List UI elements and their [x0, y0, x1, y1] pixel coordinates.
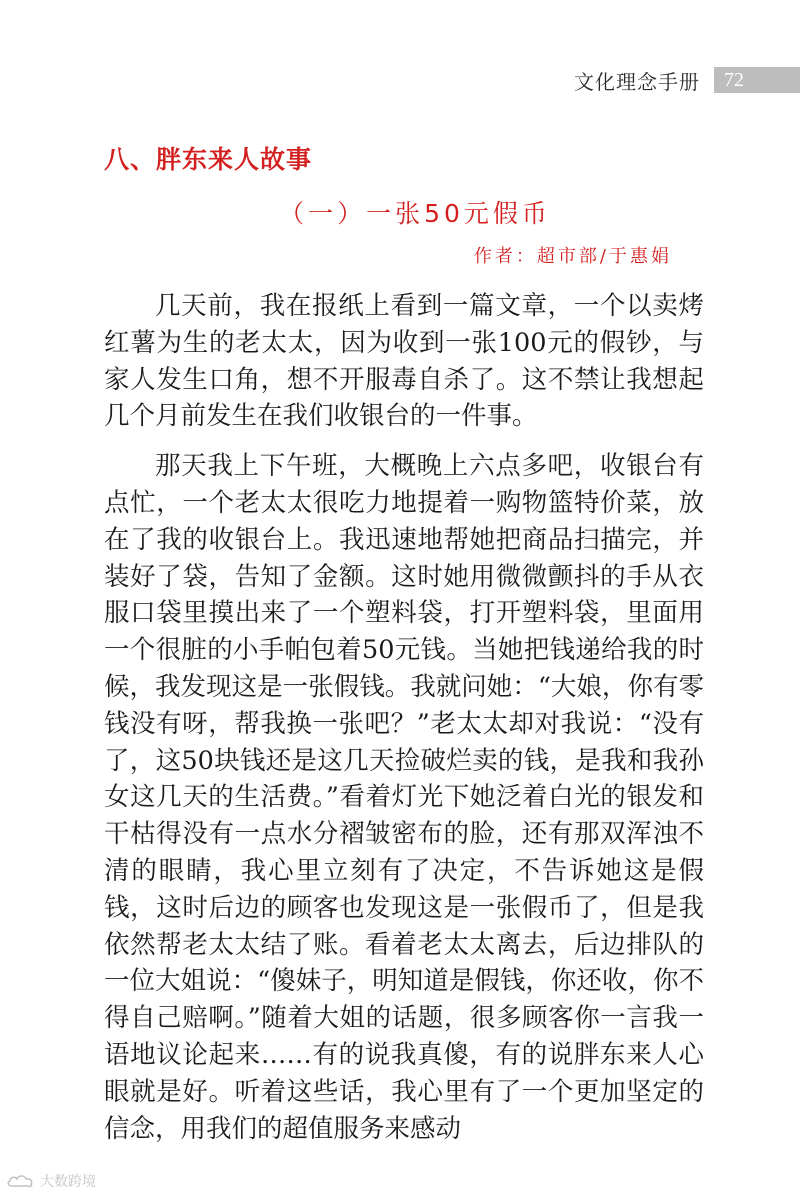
watermark-text: 大数跨境: [40, 1174, 96, 1190]
paragraph-1: 几天前，我在报纸上看到一篇文章，一个以卖烤红薯为生的老太太，因为收到一张100元的假钞，与家人发生口角，想不开服毒自杀了。这不禁让我想起几个月前发生在我们收银台的一件事。: [104, 291, 704, 432]
page-number: 72: [714, 67, 800, 93]
header-title: 文化理念手册: [574, 69, 700, 94]
section-title: 八、胖东来人故事: [104, 145, 313, 174]
article-body: [104, 288, 704, 1147]
story-title: （一）一张50元假币: [279, 199, 551, 228]
watermark: [6, 1171, 96, 1191]
paragraph-2: 那天我上下午班，大概晚上六点多吧，收银台有点忙，一个老太太很吃力地提着一购物篮特价菜，放在了我的收银台上。我迅速地帮她把商品扫描完，并装好了袋，告知了金额。这时她用微微颤抖的手从衣服口袋里摸出来了一个塑料袋，打开塑料袋，里面用一个很脏的小手帕包着50元钱。当她把钱递给我的时候，我发现这是一张假钱。我就问她：“大娘，你有零钱没有呀，帮我换一张吧？”老太太却对我说：“没有了，这50块钱还是这几天捡破烂卖的钱，是我和我孙女这几天的生活费。”看着灯光下她泛着白光的银发和干枯得没有一点水分褶皱密布的脸，还有那双浑浊不清的眼睛，我心里立刻有了决定，不告诉她这是假钱，这时后边的顾客也发现这是一张假币了，但是我依然帮老太太结了账。看着老太太离去，后边排队的一位大姐说：“傻妹子，明知道是假钱，你还收，你不得自己赔啊。”随着大姐的话题，很多顾客你一言我一语地议论起来……有的说我真傻，有的说胖东来人心眼就是好。听着这些话，我心里有了一个更加坚定的信念，用我们的超值服务来感动: [104, 451, 704, 1144]
byline: 作者：超市部/于惠娟: [473, 246, 672, 267]
cloud-logo-icon: [6, 1173, 36, 1189]
page-header: [574, 63, 800, 97]
